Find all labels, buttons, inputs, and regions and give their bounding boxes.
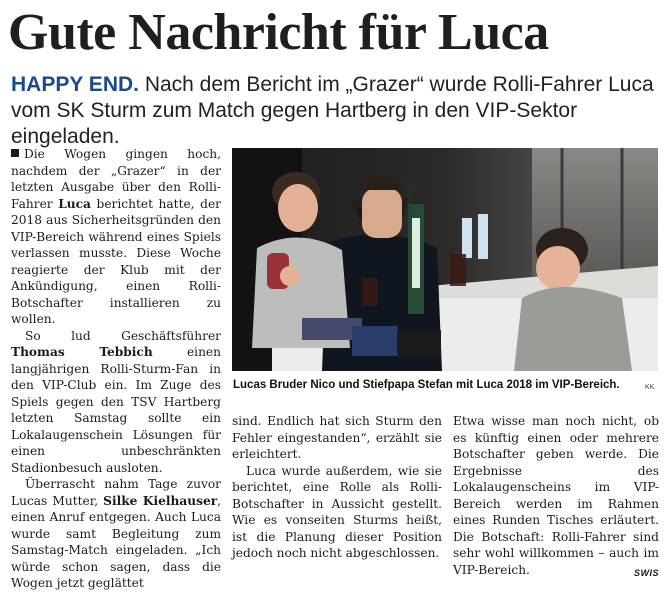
author-signature: SWIS (633, 567, 659, 578)
article-column-3 (453, 413, 659, 581)
article-paragraph-3 (11, 476, 221, 592)
photo-credit: KK (645, 384, 655, 391)
article-photo (232, 148, 658, 371)
lead-paragraph (11, 72, 659, 150)
article-column-2 (232, 413, 442, 562)
article-paragraph-4: sind. Endlich hat sich Sturm den Fehler eingestanden“, erzählt sie erleichtert. (232, 414, 442, 461)
lead-text: Nach dem Bericht im „Grazer“ wurde Rolli-Fahrer Luca vom SK Sturm zum Match gegen Hartberg in den VIP-Sektor eingeladen. (11, 73, 654, 148)
text-run: einen langjährigen Rolli-Sturm-Fan in den VIP-Club ein. Im Zuge des Spiels gegen den TSV Hartberg letzten Samstag sollte ein Lokalaugenschein Lösungen für einen unbeschränkten Stadionbesuch ausloten. (11, 345, 221, 475)
headline: Gute Nachricht für Luca (8, 4, 549, 61)
article-column-1 (11, 146, 221, 592)
article-paragraph-6 (453, 413, 659, 578)
text-run: Überrascht nahm Tage zuvor Lucas Mutter, (11, 477, 221, 508)
text-run: Etwa wisse man noch nicht, ob es künftig einen oder mehrere Botschafter geben werde. Die Ergebnisse des Lokalaugenscheins im VIP-Bereich werden im Rahmen eines Runden Tisches erläutert. Die Botschaft: Rolli-Fahrer sind sehr wohl willkommen – auch im VIP-Bereich. (453, 414, 659, 577)
lead-kicker: HAPPY END. (11, 73, 139, 96)
photo-illustration (232, 148, 658, 371)
article-paragraph-1 (11, 146, 221, 328)
name-highlight: Silke Kielhauser (103, 493, 218, 508)
paragraph-bullet-icon (11, 149, 19, 157)
name-highlight: Thomas Tebbich (11, 345, 153, 359)
name-highlight: Luca (58, 196, 91, 211)
photo-flag-label: GRAWE Group (407, 178, 414, 226)
text-run: So lud Geschäftsführer (25, 328, 221, 343)
text-run: Die Wogen gingen hoch, nachdem der „Grazer“ in der letzten Ausgabe über den Rolli-Fahrer (11, 147, 221, 211)
text-run: , einen Anruf entgegen. Auch Luca wurde samt Begleitung zum Samstag-Match eingeladen. „Ich würde schon sagen, dass die Wogen jetzt geglättet (11, 493, 222, 590)
article-paragraph-5: Luca wurde außerdem, wie sie berichtet, eine Rolle als Rolli-Botschafter in Aussicht gestellt. Wie es vonseiten Sturms heißt, ist die Planung dieser Position jedoch noch nicht abgeschlossen. (232, 463, 442, 560)
photo-caption: Lucas Bruder Nico und Stiefpapa Stefan mit Luca 2018 im VIP-Bereich. (233, 379, 620, 391)
text-run: berichtet hatte, der 2018 aus Sicherheitsgründen den VIP-Bereich während eines Spiels verlassen musste. Diese Woche reagierte der Klub mit der Ankündigung, einen Rolli-Botschafter installieren zu wollen. (11, 196, 221, 326)
article-paragraph-2 (11, 328, 221, 477)
